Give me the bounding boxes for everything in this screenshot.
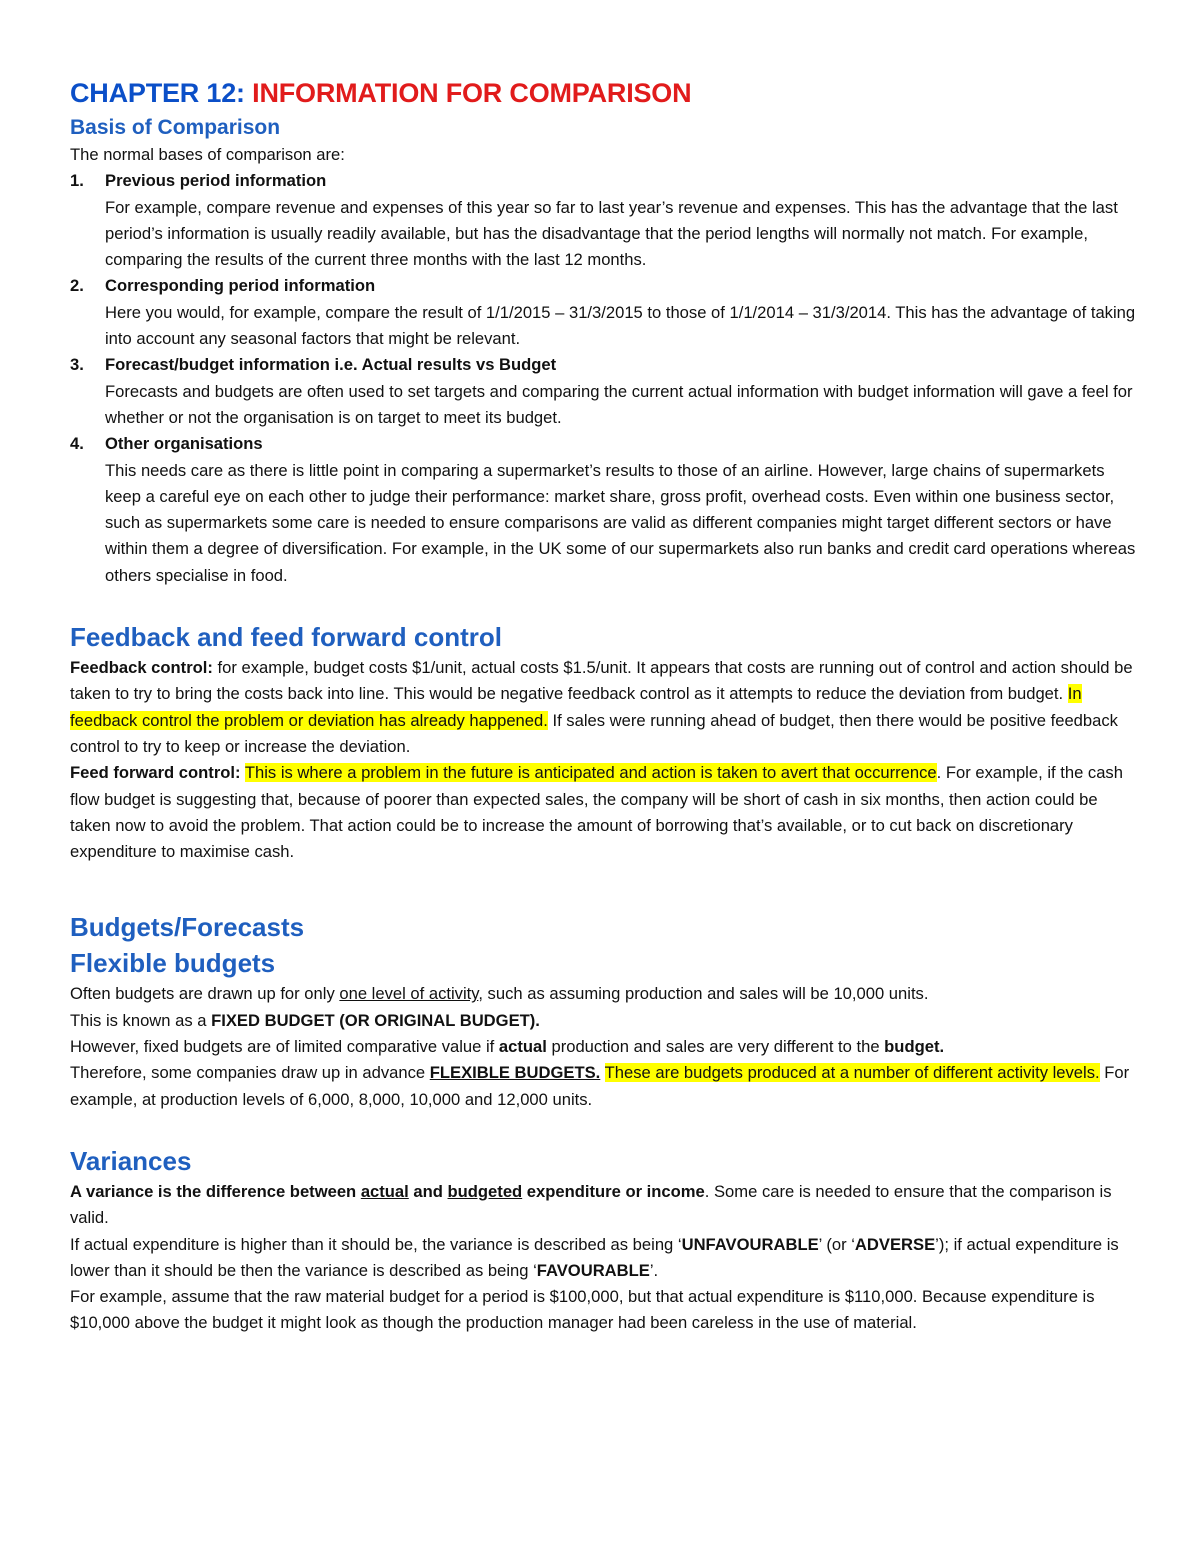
- bold-text: FIXED BUDGET (OR ORIGINAL BUDGET).: [211, 1010, 540, 1030]
- list-item-title: Forecast/budget information i.e. Actual results vs Budget: [105, 355, 557, 375]
- bold-text: actual: [498, 1037, 547, 1057]
- list-number: 2.: [70, 276, 84, 296]
- underlined-text: one level of activity: [339, 984, 479, 1004]
- list-number: 1.: [70, 171, 84, 191]
- variances-heading: Variances: [70, 1145, 192, 1176]
- bold-text: FAVOURABLE: [536, 1260, 650, 1280]
- chapter-title: [70, 76, 1138, 110]
- basis-intro: The normal bases of comparison are:: [70, 145, 345, 164]
- list-item-text: Forecasts and budgets are often used to set targets and comparing the current actual information with budget information will gave a feel for whether or not the organisation is on target to meet its budget.: [105, 381, 1133, 427]
- budgets-heading: Budgets/Forecasts: [70, 912, 305, 943]
- variances-paragraph-3: For example, assume that the raw material budget for a period is $100,000, but that actual expenditure is $110,000. Because expenditure is $10,000 above the budget it might look as though the production manager had been careless in the use of material.: [70, 1287, 1095, 1333]
- spacer: [70, 1113, 1138, 1143]
- bold-text: ADVERSE: [854, 1234, 936, 1254]
- document-page: [70, 76, 1138, 1337]
- text: ’ (or ‘: [818, 1234, 855, 1254]
- feedforward-label: Feed forward control:: [70, 763, 241, 783]
- list-item-title: Other organisations: [105, 434, 263, 454]
- bold-underlined-text: actual: [360, 1181, 409, 1201]
- feedforward-text: . For example, if the cash flow budget is suggesting that, because of poorer than expected sales, the company will be short of cash in six months, then action could be taken now to avoid the problem. That action could be to increase the amount of borrowing that’s available, or to cut back on discretionary expenditure to maximise cash.: [70, 763, 1123, 862]
- feedback-text: for example, budget costs $1/unit, actual costs $1.5/unit. It appears that costs are running out of control and action should be taken to try to bring the costs back into line. This would be negative feedback control as it attempts to reduce the deviation from budget.: [70, 658, 1133, 704]
- list-number: 4.: [70, 434, 84, 454]
- bases-list: [70, 168, 1138, 589]
- list-item: [70, 352, 1138, 431]
- text: ’.: [649, 1260, 659, 1280]
- text: Therefore, some companies draw up in advance: [70, 1063, 430, 1083]
- list-number: 3.: [70, 355, 84, 375]
- budgets-paragraph-3: [70, 1034, 1138, 1060]
- list-item: [70, 431, 1138, 589]
- text: Often budgets are drawn up for only: [70, 984, 340, 1004]
- feedback-paragraph: [70, 655, 1138, 760]
- feedback-text: If sales were running ahead of budget, then there would be positive feedback control to try to keep or increase the deviation.: [70, 710, 1118, 756]
- feedback-heading: Feedback and feed forward control: [70, 622, 502, 653]
- list-item-text: For example, compare revenue and expenses of this year so far to last year’s revenue and expenses. This has the advantage that the last period’s information is usually readily available, but has the disadvantage that the period lengths will normally not match. For example, comparing the results of the current three months with the last 12 months.: [105, 197, 1118, 270]
- budgets-paragraph-4: [70, 1060, 1138, 1113]
- basis-heading: Basis of Comparison: [70, 116, 281, 139]
- bold-underlined-text: FLEXIBLE BUDGETS.: [429, 1063, 601, 1083]
- list-item-title: Corresponding period information: [105, 276, 376, 296]
- bold-underlined-text: budgeted: [447, 1181, 523, 1201]
- list-item-title: Previous period information: [105, 171, 327, 191]
- list-item: [70, 168, 1138, 273]
- variances-paragraph-2: [70, 1232, 1138, 1285]
- bold-text: and: [408, 1181, 448, 1201]
- list-item: [70, 273, 1138, 352]
- flexible-budgets-heading: Flexible budgets: [70, 948, 276, 979]
- bold-text: A variance is the difference between: [70, 1181, 361, 1201]
- chapter-name: INFORMATION FOR COMPARISON: [252, 78, 692, 108]
- bold-text: expenditure or income: [522, 1181, 705, 1201]
- text: production and sales are very different to the: [546, 1037, 885, 1057]
- text: If actual expenditure is higher than it should be, the variance is described as being ‘: [70, 1234, 682, 1254]
- list-item-text: This needs care as there is little point in comparing a supermarket’s results to those of an airline. However, large chains of supermarkets keep a careful eye on each other to judge their performance: market share, gross profit, overhead costs. Even within one business sector, such as supermarkets some care is needed to ensure comparisons are valid as different companies might target different sectors or have within them a degree of diversification. For example, in the UK some of our supermarkets also run banks and credit card operations whereas others specialise in food.: [105, 460, 1136, 585]
- text: . Some care is needed to ensure that the comparison is valid.: [70, 1181, 1112, 1228]
- text: However, fixed budgets are of limited comparative value if: [70, 1037, 499, 1057]
- variances-paragraph-1: [70, 1179, 1138, 1232]
- feedforward-paragraph: [70, 760, 1138, 865]
- text: [600, 1063, 604, 1082]
- feedback-highlight: In feedback control the problem or deviation has already happened.: [70, 684, 1082, 730]
- text: For example, at production levels of 6,000, 8,000, 10,000 and 12,000 units.: [70, 1063, 1130, 1109]
- budgets-paragraph-1: [70, 981, 1138, 1007]
- feedforward-highlight: This is where a problem in the future is anticipated and action is taken to avert that occurrence: [244, 763, 937, 783]
- list-item-text: Here you would, for example, compare the result of 1/1/2015 – 31/3/2015 to those of 1/1/2014 – 31/3/2014. This has the advantage of taking into account any seasonal factors that might be relevant.: [105, 302, 1136, 349]
- feedback-label: Feedback control:: [70, 658, 213, 678]
- spacer: [70, 865, 1138, 909]
- text: , such as assuming production and sales will be 10,000 units.: [478, 984, 929, 1004]
- bold-text: UNFAVOURABLE: [681, 1234, 819, 1254]
- chapter-number: CHAPTER 12:: [70, 78, 253, 108]
- text: ’); if actual expenditure is lower than it should be then the variance is described as being ‘: [70, 1234, 1119, 1280]
- budgets-paragraph-2: [70, 1008, 1138, 1034]
- bold-text: budget.: [884, 1037, 945, 1057]
- spacer: [70, 589, 1138, 619]
- text: This is known as a: [70, 1010, 212, 1030]
- flexible-budget-highlight: These are budgets produced at a number of different activity levels.: [604, 1063, 1100, 1083]
